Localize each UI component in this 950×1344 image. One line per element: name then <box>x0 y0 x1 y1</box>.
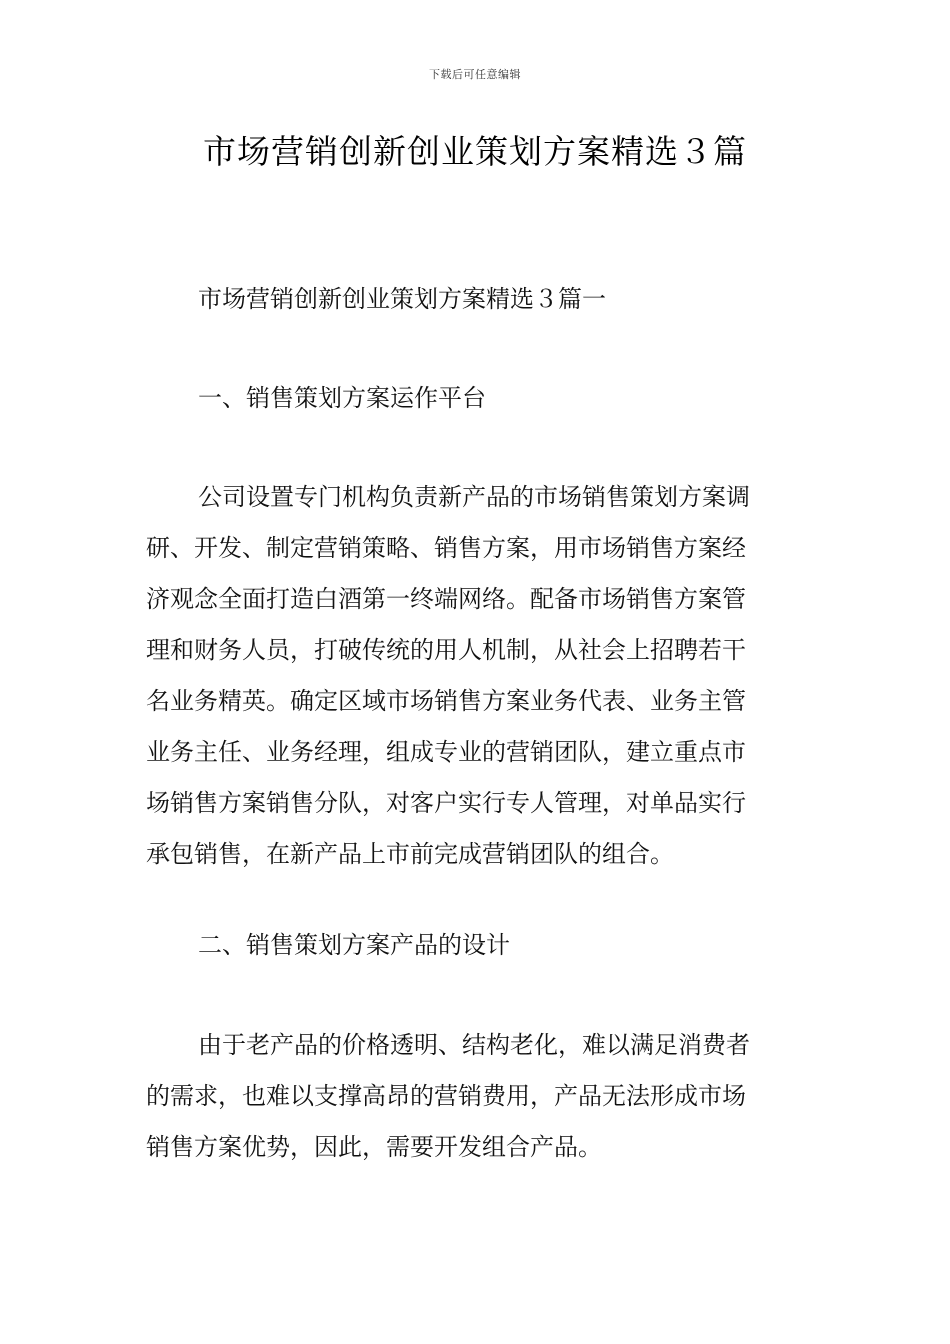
paragraph-line: 公司设置专门机构负责新产品的市场销售策划方案调 <box>198 483 750 511</box>
paragraph-line: 济观念全面打造白酒第一终端网络。配备市场销售方案管 <box>146 585 746 613</box>
document-subtitle: 市场营销创新创业策划方案精选３篇一 <box>198 285 606 313</box>
header-note: 下载后可任意编辑 <box>429 68 521 81</box>
section-1-paragraph <box>146 472 816 880</box>
paragraph-line: 销售方案优势，因此，需要开发组合产品。 <box>146 1133 602 1161</box>
paragraph-line: 承包销售，在新产品上市前完成营销团队的组合。 <box>146 840 674 868</box>
paragraph-line: 研、开发、制定营销策略、销售方案，用市场销售方案经 <box>146 534 746 562</box>
paragraph-line: 业务主任、业务经理，组成专业的营销团队，建立重点市 <box>146 738 746 766</box>
document-title: 市场营销创新创业策划方案精选３篇 <box>203 132 747 171</box>
section-2-heading: 二、销售策划方案产品的设计 <box>198 931 510 959</box>
paragraph-line: 场销售方案销售分队，对客户实行专人管理，对单品实行 <box>146 789 746 817</box>
section-2-paragraph <box>146 1020 816 1173</box>
paragraph-line: 由于老产品的价格透明、结构老化，难以满足消费者 <box>198 1031 750 1059</box>
paragraph-line: 名业务精英。确定区域市场销售方案业务代表、业务主管 <box>146 687 746 715</box>
paragraph-line: 的需求，也难以支撑高昂的营销费用，产品无法形成市场 <box>146 1082 746 1110</box>
paragraph-line: 理和财务人员，打破传统的用人机制，从社会上招聘若干 <box>146 636 746 664</box>
section-1-heading: 一、销售策划方案运作平台 <box>198 384 486 412</box>
